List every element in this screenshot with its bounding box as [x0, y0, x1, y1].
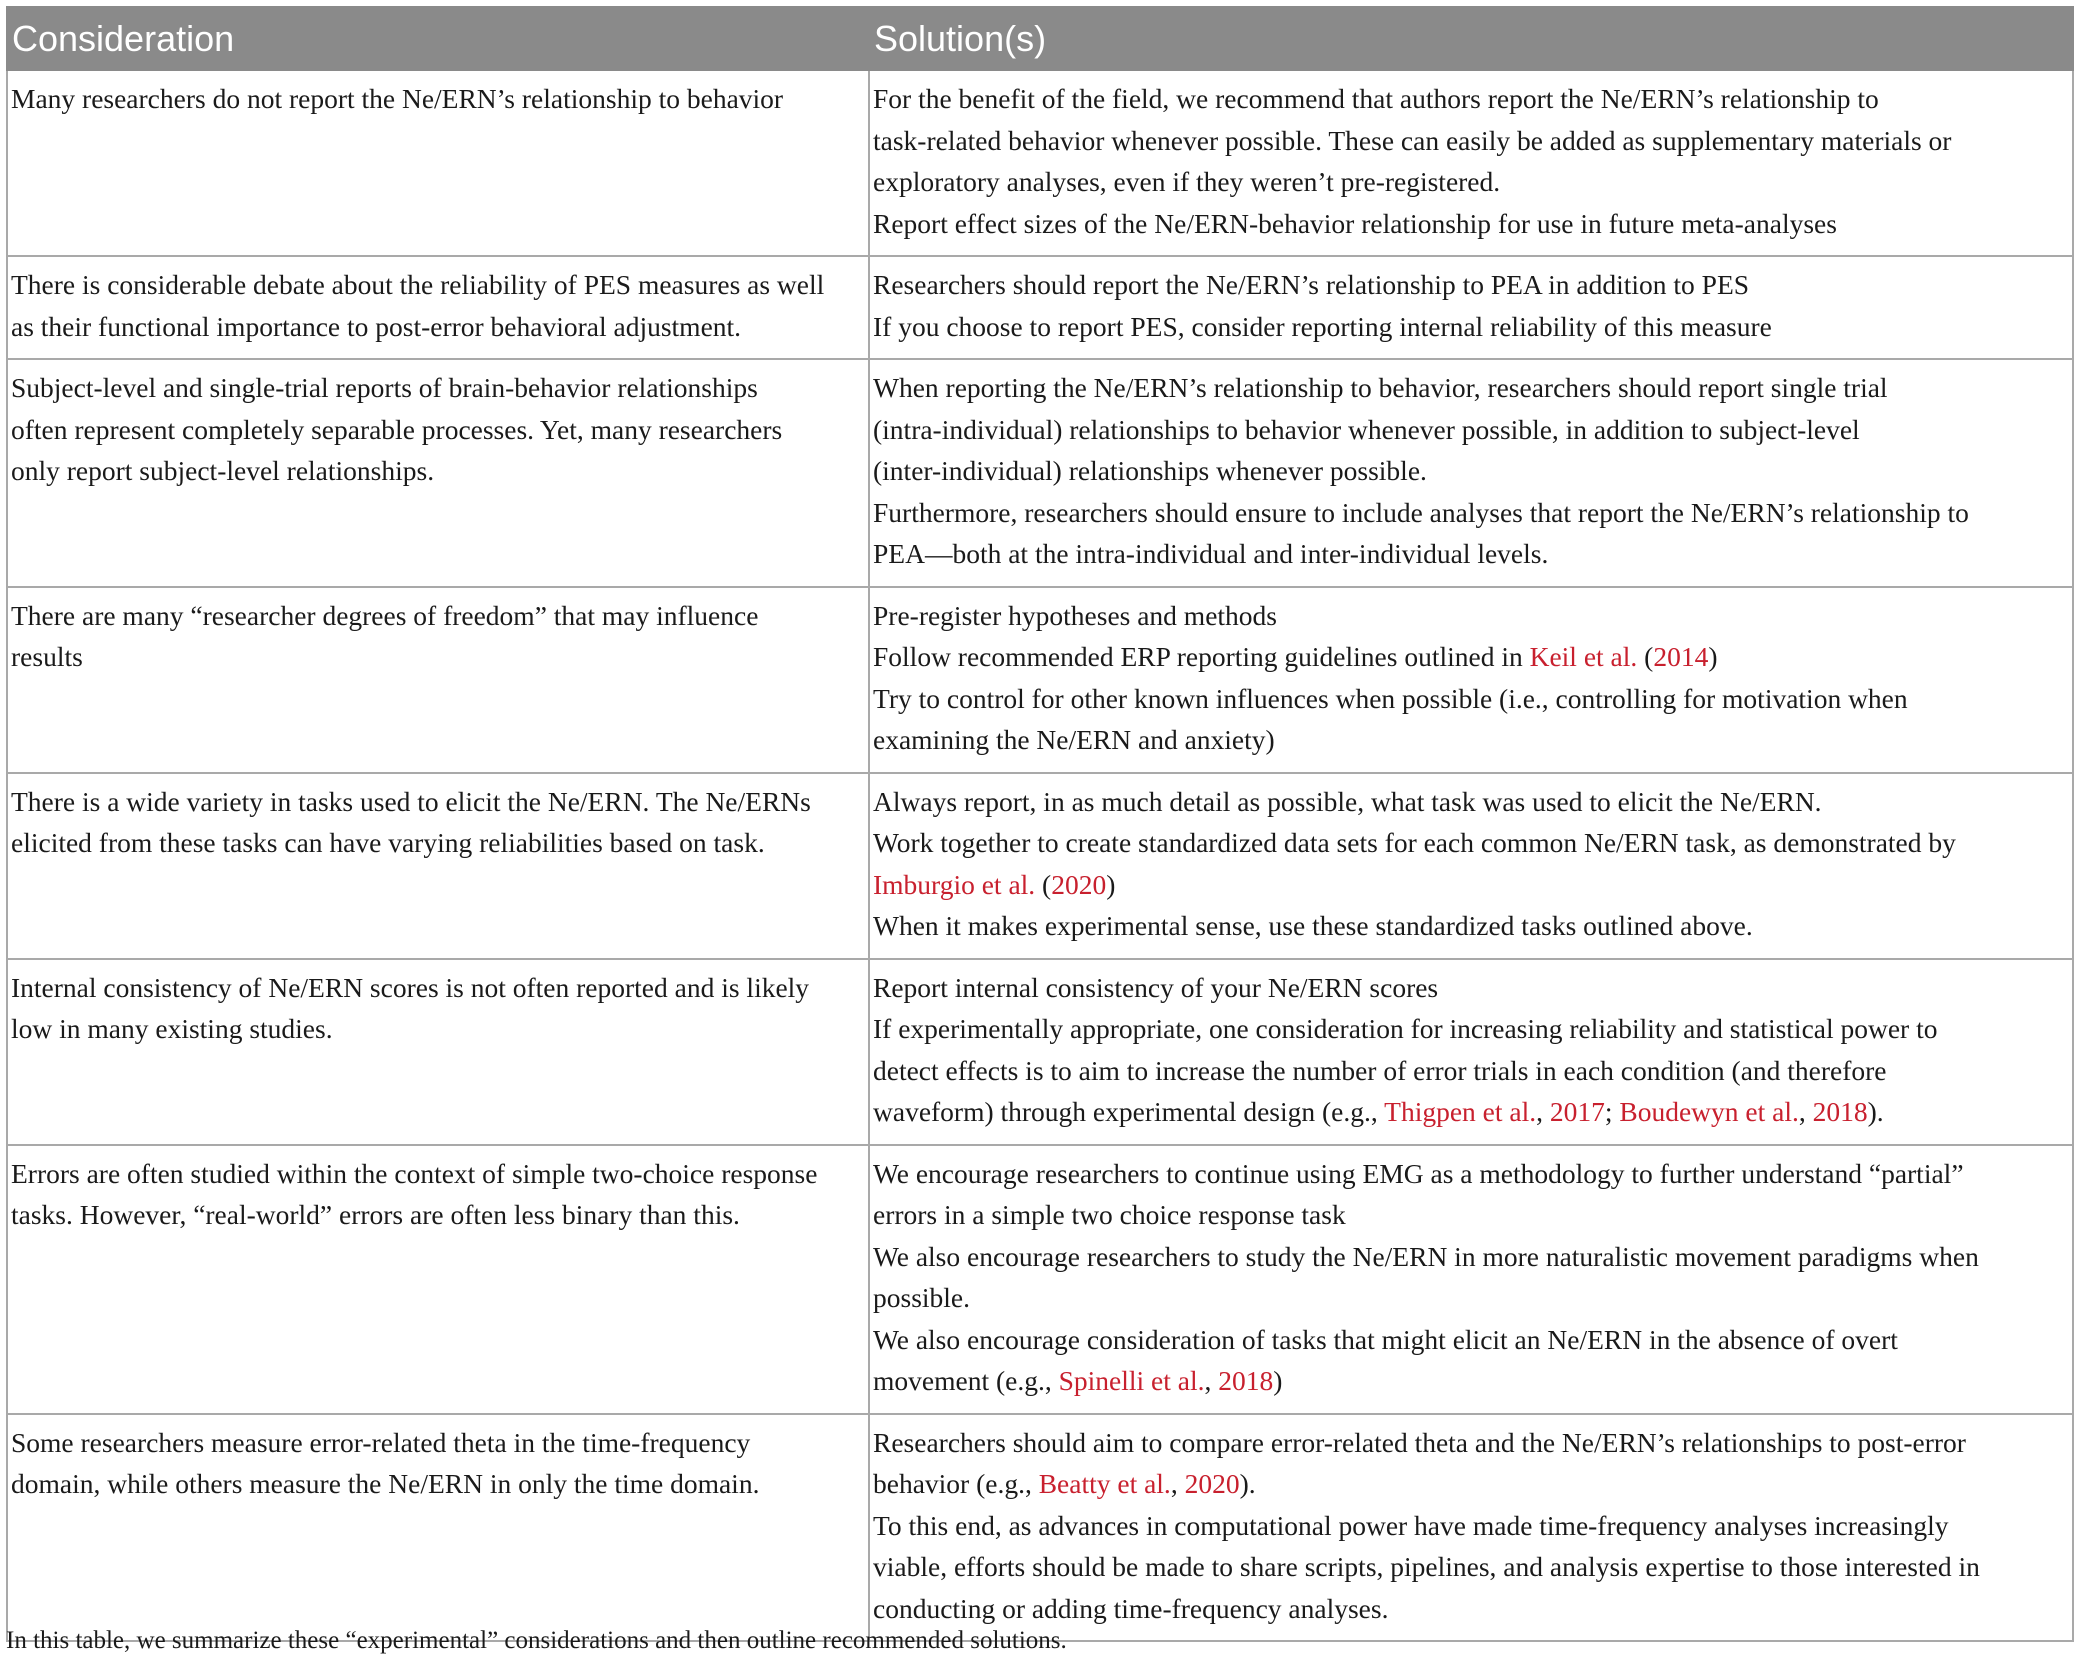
header-consideration: Consideration [7, 7, 869, 70]
solution-line [873, 120, 2069, 162]
consideration-line: Many researchers do not report the Ne/ERN’s relationship to behavior [11, 83, 784, 114]
consideration-cell [7, 1145, 869, 1414]
considerations-table [6, 6, 2074, 1642]
solution-cell [869, 359, 2073, 587]
solution-text: waveform) through experimental design (e.g., [873, 1096, 1385, 1127]
solution-text: errors in a simple two choice response task [873, 1199, 1346, 1230]
solution-line [873, 409, 2069, 451]
solution-line [873, 203, 2069, 245]
solution-cell [869, 256, 2073, 359]
solution-line [873, 967, 2069, 1009]
consideration-line: Some researchers measure error-related theta in the time-frequency [11, 1426, 751, 1458]
consideration-line: Errors are often studied within the context of simple two-choice response [11, 1157, 818, 1189]
consideration-line: There is a wide variety in tasks used to elicit the Ne/ERN. The Ne/ERNs [11, 785, 811, 817]
solution-line [873, 1194, 2069, 1236]
solution-text: (intra-individual) relationships to behavior whenever possible, in addition to subject-level [873, 413, 1860, 445]
solution-text: , [1170, 1468, 1185, 1499]
consideration-line: Subject-level and single-trial reports of brain-behavior relationships [11, 372, 758, 403]
solution-line [873, 1050, 2069, 1092]
reference-link[interactable]: 2020 [1051, 868, 1107, 900]
solution-text: Researchers should aim to compare error-related theta and the Ne/ERN’s relationships to post-error [873, 1426, 1966, 1458]
solution-line [873, 306, 2069, 348]
solution-text: , [1798, 1096, 1813, 1127]
solution-text: To this end, as advances in computational power have made time-frequency analyses increasingly [873, 1509, 1949, 1541]
solution-text: ( [1637, 641, 1654, 672]
solution-text: PEA—both at the intra-individual and inter-individual levels. [873, 538, 1549, 569]
solution-line [873, 492, 2069, 534]
solution-text: Follow recommended ERP reporting guidelines outlined in [873, 641, 1530, 672]
solution-line [873, 1277, 2069, 1319]
table-row [7, 1145, 2073, 1414]
solution-text: Work together to create standardized data sets for each common Ne/ERN task, as demonstrated by [873, 827, 1956, 858]
reference-link[interactable]: 2020 [1184, 1468, 1240, 1499]
solution-text: Always report, in as much detail as possible, what task was used to elicit the Ne/ERN. [873, 785, 1822, 817]
consideration-line: only report subject-level relationships. [11, 455, 435, 486]
table-caption: In this table, we summarize these “experimental” considerations and then outline recommended solutions. [6, 1627, 1067, 1654]
solution-line [873, 905, 2069, 947]
consideration-line: There is considerable debate about the reliability of PES measures as well [11, 269, 825, 300]
solution-text: movement (e.g., [873, 1365, 1059, 1396]
solution-cell [869, 1145, 2073, 1414]
solution-cell [869, 587, 2073, 773]
table-row [7, 959, 2073, 1145]
solution-text: , [1536, 1096, 1550, 1127]
solution-text: task-related behavior whenever possible. These can easily be added as supplementary materials or [873, 124, 1952, 156]
solution-text: If you choose to report PES, consider reporting internal reliability of this measure [873, 310, 1772, 342]
solution-text: conducting or adding time-frequency analyses. [873, 1592, 1389, 1624]
solution-text: Pre-register hypotheses and methods [873, 599, 1278, 631]
solution-text: ( [1035, 868, 1052, 900]
reference-link[interactable]: Beatty et al. [1038, 1468, 1171, 1499]
reference-link[interactable]: 2018 [1218, 1365, 1274, 1396]
consideration-line: elicited from these tasks can have varying reliabilities based on task. [11, 827, 765, 858]
table-container [6, 6, 2072, 1642]
solution-text: (inter-individual) relationships whenever possible. [873, 455, 1427, 486]
reference-link[interactable]: Boudewyn et al. [1619, 1096, 1799, 1127]
reference-link[interactable]: Keil et al. [1529, 641, 1638, 672]
solution-line [873, 595, 2069, 637]
solution-line [873, 1463, 2069, 1505]
reference-link[interactable]: Imburgio et al. [873, 868, 1036, 900]
consideration-cell [7, 773, 869, 959]
solution-text: ) [1106, 868, 1116, 900]
solution-line [873, 1008, 2069, 1050]
solution-text: detect effects is to aim to increase the number of error trials in each condition (and therefore [873, 1054, 1887, 1086]
consideration-line: domain, while others measure the Ne/ERN in only the time domain. [11, 1468, 760, 1499]
solution-text: Try to control for other known influences when possible (i.e., controlling for motivation when [873, 682, 1908, 714]
consideration-cell [7, 359, 869, 587]
table-row [7, 256, 2073, 359]
solution-line [873, 161, 2069, 203]
consideration-line: as their functional importance to post-error behavioral adjustment. [11, 310, 742, 342]
solution-text: ) [1273, 1365, 1283, 1396]
solution-text: When it makes experimental sense, use these standardized tasks outlined above. [873, 910, 1753, 941]
consideration-line: low in many existing studies. [11, 1013, 333, 1044]
solution-line [873, 719, 2069, 761]
table-body [7, 70, 2073, 1641]
consideration-line: results [11, 641, 83, 672]
consideration-cell [7, 587, 869, 773]
solution-line [873, 533, 2069, 575]
reference-link[interactable]: 2014 [1653, 641, 1709, 672]
solution-text: When reporting the Ne/ERN’s relationship to behavior, researchers should report single trial [873, 372, 1888, 403]
consideration-line: There are many “researcher degrees of freedom” that may influence [11, 599, 759, 631]
consideration-line: Internal consistency of Ne/ERN scores is not often reported and is likely [11, 971, 810, 1003]
solution-text: exploratory analyses, even if they weren’t pre-registered. [873, 166, 1501, 197]
solution-text: , [1204, 1365, 1219, 1396]
solution-line [873, 1422, 2069, 1464]
reference-link[interactable]: 2017 [1549, 1096, 1605, 1127]
consideration-cell [7, 70, 869, 256]
solution-cell [869, 773, 2073, 959]
solution-text: viable, efforts should be made to share scripts, pipelines, and analysis expertise to those interested in [873, 1551, 1980, 1582]
solution-line [873, 1588, 2069, 1630]
solution-text: We also encourage consideration of tasks that might elicit an Ne/ERN in the absence of overt [873, 1323, 1898, 1355]
table-row [7, 773, 2073, 959]
consideration-line: tasks. However, “real-world” errors are often less binary than this. [11, 1199, 740, 1230]
solution-text: ; [1604, 1096, 1620, 1127]
solution-text: examining the Ne/ERN and anxiety) [873, 724, 1275, 755]
solution-text: If experimentally appropriate, one consideration for increasing reliability and statistical power to [873, 1013, 1938, 1044]
reference-link[interactable]: Thigpen et al. [1384, 1096, 1537, 1127]
solution-text: We encourage researchers to continue using EMG as a methodology to further understand “partial” [873, 1157, 1964, 1189]
solution-line [873, 1091, 2069, 1133]
solution-line [873, 1546, 2069, 1588]
table-row [7, 1414, 2073, 1642]
solution-text: ) [1708, 641, 1718, 672]
solution-line [873, 1360, 2069, 1402]
consideration-cell [7, 1414, 869, 1642]
table-row [7, 587, 2073, 773]
solution-line [873, 864, 2069, 906]
solution-text: possible. [873, 1282, 971, 1313]
consideration-line: often represent completely separable processes. Yet, many researchers [11, 413, 783, 445]
solution-line [873, 367, 2069, 409]
header-row [7, 7, 2073, 70]
solution-line [873, 678, 2069, 720]
solution-line [873, 264, 2069, 306]
solution-text: Report effect sizes of the Ne/ERN-behavior relationship for use in future meta-analyses [873, 207, 1837, 239]
solution-text: We also encourage researchers to study the Ne/ERN in more naturalistic movement paradigms when [873, 1240, 1979, 1272]
table-row [7, 70, 2073, 256]
reference-link[interactable]: 2018 [1812, 1096, 1868, 1127]
solution-line [873, 1505, 2069, 1547]
solution-cell [869, 1414, 2073, 1642]
solution-line [873, 1236, 2069, 1278]
solution-cell [869, 959, 2073, 1145]
solution-text: Researchers should report the Ne/ERN’s relationship to PEA in addition to PES [873, 269, 1750, 300]
solution-line [873, 636, 2069, 678]
solution-line [873, 78, 2069, 120]
solution-line [873, 781, 2069, 823]
consideration-cell [7, 256, 869, 359]
solution-text: Report internal consistency of your Ne/ERN scores [873, 971, 1439, 1003]
consideration-cell [7, 959, 869, 1145]
solution-text: ). [1239, 1468, 1256, 1499]
solution-text: behavior (e.g., [873, 1468, 1039, 1499]
solution-text: Furthermore, researchers should ensure to include analyses that report the Ne/ERN’s relationship to [873, 496, 1969, 528]
solution-cell [869, 70, 2073, 256]
table-header [7, 7, 2073, 70]
solution-line [873, 1153, 2069, 1195]
header-solutions: Solution(s) [869, 7, 2073, 70]
reference-link[interactable]: Spinelli et al. [1058, 1365, 1205, 1396]
solution-line [873, 1319, 2069, 1361]
solution-text: ). [1867, 1096, 1884, 1127]
solution-line [873, 822, 2069, 864]
solution-text: For the benefit of the field, we recommend that authors report the Ne/ERN’s relationship to [873, 83, 1879, 114]
solution-line [873, 450, 2069, 492]
table-row [7, 359, 2073, 587]
